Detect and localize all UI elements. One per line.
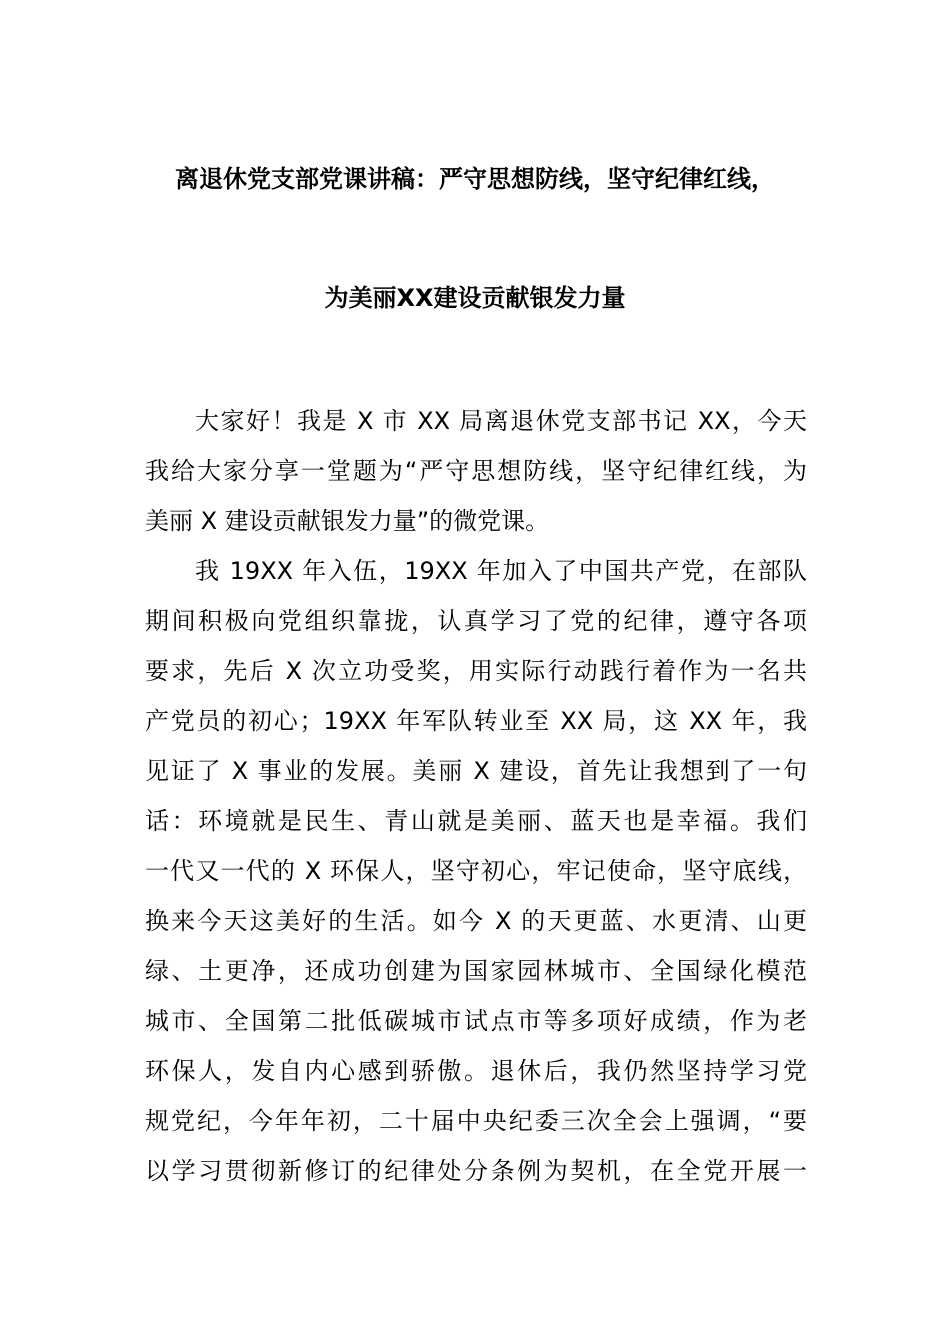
- paragraph-2-line: 换来今天这美好的生活。如今 X 的天更蓝、水更清、山更: [145, 907, 807, 935]
- document-title-line-2: 为美丽XX建设贡献银发力量: [324, 284, 626, 312]
- document-body: [145, 403, 807, 1203]
- paragraph-2-line: 环保人，发自内心感到骄傲。退休后，我仍然坚持学习党: [145, 1057, 807, 1085]
- paragraph-2-line: 话：环境就是民生、青山就是美丽、蓝天也是幸福。我们: [145, 807, 807, 835]
- paragraph-2-line: 城市、全国第二批低碳城市试点市等多项好成绩，作为老: [145, 1007, 807, 1035]
- paragraph-2-line: 绿、土更净，还成功创建为国家园林城市、全国绿化模范: [145, 957, 807, 985]
- paragraph-1-line: 美丽 X 建设贡献银发力量”的微党课。: [145, 507, 550, 535]
- paragraph-2-line: 要求，先后 X 次立功受奖，用实际行动践行着作为一名共: [145, 657, 807, 685]
- paragraph-2-line: 产党员的初心；19XX 年军队转业至 XX 局，这 XX 年，我: [145, 707, 807, 735]
- paragraph-2-line: 以学习贯彻新修订的纪律处分条例为契机，在全党开展一: [145, 1157, 807, 1185]
- paragraph-1-line: 大家好！我是 X 市 XX 局离退休党支部书记 XX，今天: [195, 407, 807, 435]
- paragraph-1-line: 我给大家分享一堂题为“严守思想防线，坚守纪律红线，为: [145, 457, 807, 485]
- paragraph-2-line: 期间积极向党组织靠拢，认真学习了党的纪律，遵守各项: [145, 607, 807, 635]
- paragraph-2-line: 我 19XX 年入伍，19XX 年加入了中国共产党，在部队: [195, 557, 807, 585]
- paragraph-2-line: 一代又一代的 X 环保人，坚守初心，牢记使命，坚守底线，: [145, 857, 807, 885]
- document-title-line-1: 离退休党支部党课讲稿：严守思想防线，坚守纪律红线，: [175, 165, 775, 193]
- paragraph-2-line: 见证了 X 事业的发展。美丽 X 建设，首先让我想到了一句: [145, 757, 807, 785]
- paragraph-2-line: 规党纪，今年年初，二十届中央纪委三次全会上强调，“要: [145, 1107, 807, 1135]
